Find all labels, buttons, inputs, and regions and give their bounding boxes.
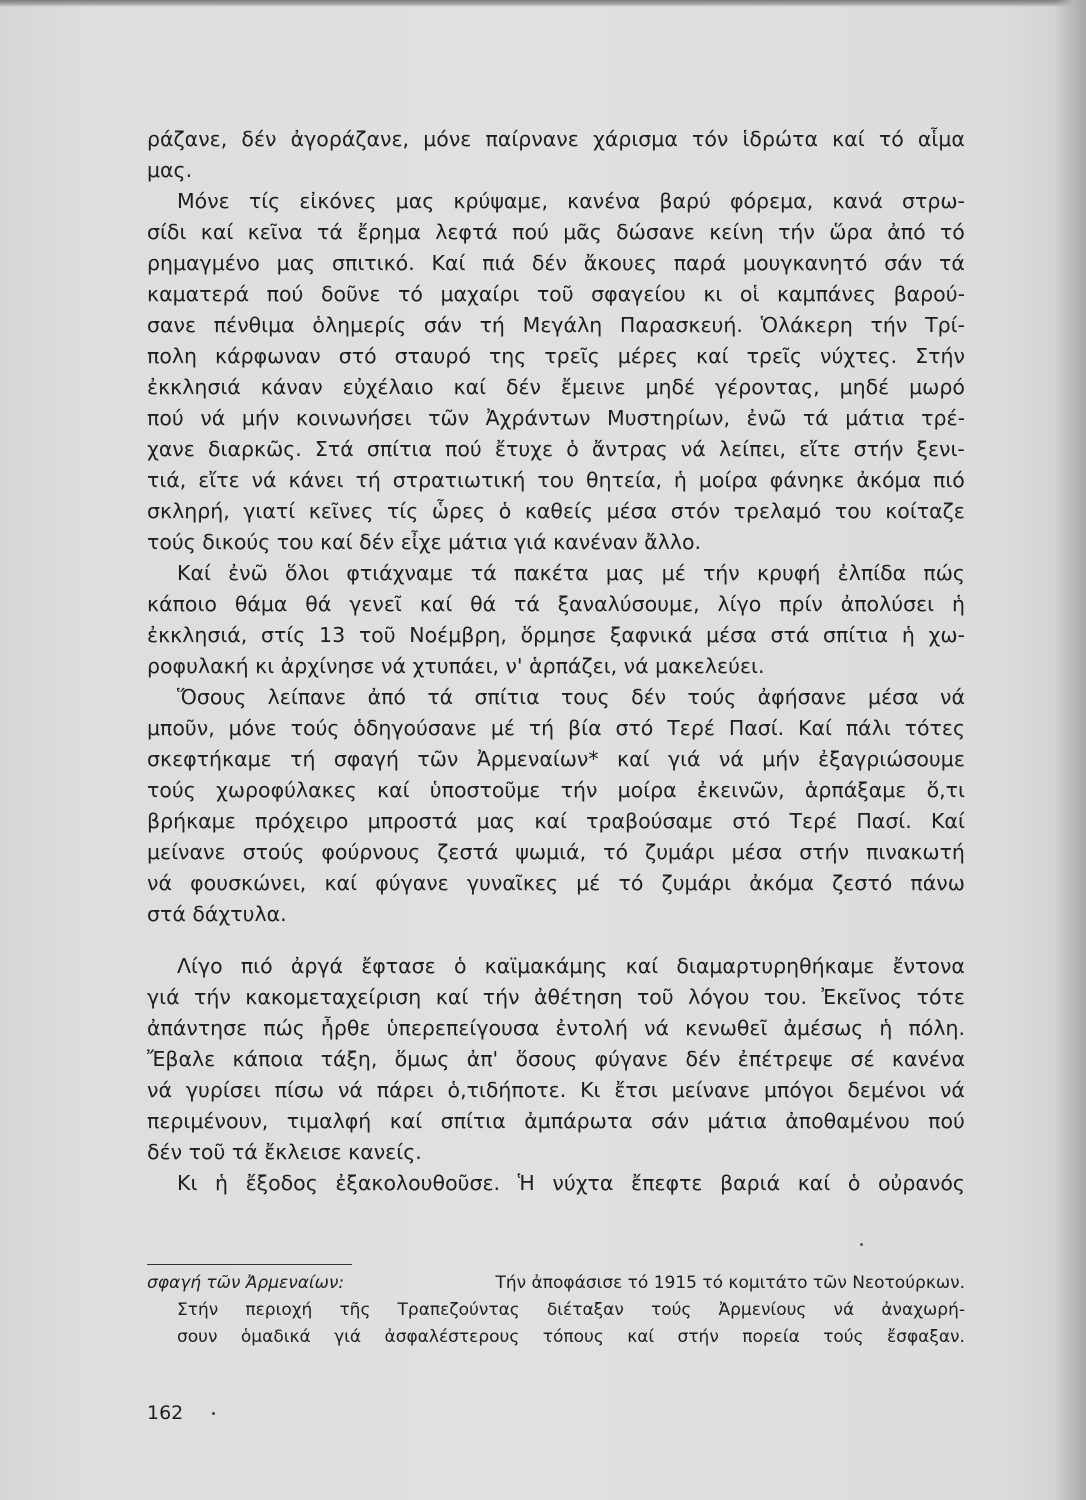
- text-line: σκεφτήκαμε τή σφαγή τῶν Ἀρμεναίων* καί γιά νά μήν ἐξαγριώσουμε: [147, 747, 965, 771]
- text-line: τούς χωροφύλακες καί ὑποστοῦμε τήν μοίρα ἐκεινῶν, ἁρπάξαμε ὅ,τι: [147, 778, 965, 802]
- text-line: στά δάχτυλα.: [147, 902, 287, 926]
- text-line: μας.: [147, 158, 193, 182]
- print-speck: [212, 1412, 215, 1415]
- text-line: μποῦν, μόνε τούς ὁδηγούσανε μέ τή βία στό Τερέ Πασί. Καί πάλι τότες: [147, 716, 965, 740]
- scan-binding-shadow: [1054, 0, 1086, 1500]
- text-line: Ἔβαλε κάποια τάξη, ὅμως ἀπ' ὅσους φύγανε δέν ἐπέτρεψε σέ κανένα: [147, 1047, 965, 1071]
- text-line: κάποιο θάμα θά γενεῖ καί θά τά ξαναλύσουμε, λίγο πρίν ἀπολύσει ἡ: [147, 592, 965, 616]
- text-line: ἐκκλησιά κάναν εὐχέλαιο καί δέν ἔμεινε μηδέ γέροντας, μηδέ μωρό: [147, 375, 965, 399]
- text-line: Καί ἐνῶ ὅλοι φτιάχναμε τά πακέτα μας μέ τήν κρυφή ἐλπίδα πώς: [177, 561, 965, 585]
- text-line: μείνανε στούς φούρνους ζεστά ψωμιά, τό ζυμάρι μέσα στήν πινακωτή: [147, 840, 965, 864]
- text-line: ράζανε, δέν ἀγοράζανε, μόνε παίρνανε χάρισμα τόν ἱδρώτα καί τό αἷμα: [147, 127, 965, 151]
- text-line: Μόνε τίς εἰκόνες μας κρύψαμε, κανένα βαρύ φόρεμα, κανά στρω-: [177, 189, 965, 213]
- text-line: πολη κάρφωναν στό σταυρό της τρεῖς μέρες καί τρεῖς νύχτες. Στήν: [147, 344, 965, 368]
- text-line: τιά, εἴτε νά κάνει τή στρατιωτική του θητεία, ἡ μοίρα φάνηκε ἀκόμα πιό: [147, 468, 965, 492]
- text-line: βρήκαμε πρόχειρο μπροστά μας καί τραβούσαμε στό Τερέ Πασί. Καί: [147, 809, 965, 833]
- text-line: δέν τοῦ τά ἔκλεισε κανείς.: [147, 1140, 422, 1164]
- footnote-first-line-text: Τήν ἀποφάσισε τό 1915 τό κομιτάτο τῶν Νεοτούρκων.: [495, 1273, 965, 1293]
- paragraph-gap: [147, 930, 965, 951]
- text-line: ἀπάντησε πώς ἦρθε ὑπερεπείγουσα ἐντολή νά κενωθεῖ ἀμέσως ἡ πόλη.: [147, 1016, 965, 1040]
- text-line: περιμένουν, τιμαλφή καί σπίτια ἀμπάρωτα σάν μάτια ἀποθαμένου πού: [147, 1109, 965, 1133]
- print-speck: [860, 1243, 863, 1246]
- text-line: Κι ἡ ἔξοδος ἐξακολουθοῦσε. Ἡ νύχτα ἔπεφτε βαριά καί ὁ οὐρανός: [177, 1171, 965, 1195]
- footnote: [147, 1270, 965, 1351]
- text-line: Λίγο πιό ἀργά ἔφτασε ὁ καϊμακάμης καί διαμαρτυρηθήκαμε ἔντονα: [177, 954, 965, 978]
- text-line: νά γυρίσει πίσω νά πάρει ὁ,τιδήποτε. Κι ἔτσι μείνανε μπόγοι δεμένοι νά: [147, 1078, 965, 1102]
- text-line: Ὅσους λείπανε ἀπό τά σπίτια τους δέν τούς ἀφήσανε μέσα νά: [177, 685, 965, 709]
- text-line: γιά τήν κακομεταχείριση καί τήν ἀθέτηση τοῦ λόγου του. Ἐκεῖνος τότε: [147, 985, 965, 1009]
- footnote-line-2: Στήν περιοχή τῆς Τραπεζούντας διέταξαν τούς Ἀρμενίους νά ἀναχωρή-: [177, 1300, 965, 1320]
- text-line: σκληρή, γιατί κεῖνες τίς ὧρες ὁ καθείς μέσα στόν τρελαμό του κοίταζε: [147, 499, 965, 523]
- text-line: καματερά πού δοῦνε τό μαχαίρι τοῦ σφαγείου κι οἱ καμπάνες βαρού-: [147, 282, 965, 306]
- footnote-line-3: σουν ὁμαδικά γιά ἀσφαλέστερους τόπους καί στήν πορεία τούς ἔσφαξαν.: [177, 1327, 965, 1347]
- text-line: τούς δικούς του καί δέν εἶχε μάτια γιά κανέναν ἄλλο.: [147, 530, 702, 554]
- text-line: ἐκκλησιά, στίς 13 τοῦ Νοέμβρη, ὅρμησε ξαφνικά μέσα στά σπίτια ἡ χω-: [147, 623, 965, 647]
- text-line: σανε πένθιμα ὁλημερίς σάν τή Μεγάλη Παρασκευή. Ὁλάκερη τήν Τρί-: [147, 313, 965, 337]
- text-line: ρημαγμένο μας σπιτικό. Καί πιά δέν ἄκουες παρά μουγκανητό σάν τά: [147, 251, 965, 275]
- footnote-rule: [147, 1264, 352, 1265]
- text-line: ροφυλακή κι ἀρχίνησε νά χτυπάει, ν' ἁρπάζει, νά μακελεύει.: [147, 654, 765, 678]
- scan-top-edge: [0, 0, 1086, 7]
- text-line: χανε διαρκῶς. Στά σπίτια πού ἔτυχε ὁ ἄντρας νά λείπει, εἴτε στήν ξενι-: [147, 437, 965, 461]
- footnote-term: σφαγή τῶν Ἀρμεναίων:: [147, 1273, 345, 1293]
- footnote-line-1: [147, 1270, 965, 1297]
- text-line: νά φουσκώνει, καί φύγανε γυναῖκες μέ τό ζυμάρι ἀκόμα ζεστό πάνω: [147, 871, 965, 895]
- text-line: πού νά μήν κοινωνήσει τῶν Ἀχράντων Μυστηρίων, ἐνῶ τά μάτια τρέ-: [147, 406, 965, 430]
- body-text: [147, 124, 965, 1199]
- page-number: 162: [147, 1402, 184, 1424]
- text-line: σίδι καί κεῖνα τά ἔρημα λεφτά πού μᾶς δώσανε κείνη τήν ὥρα ἀπό τό: [147, 220, 965, 244]
